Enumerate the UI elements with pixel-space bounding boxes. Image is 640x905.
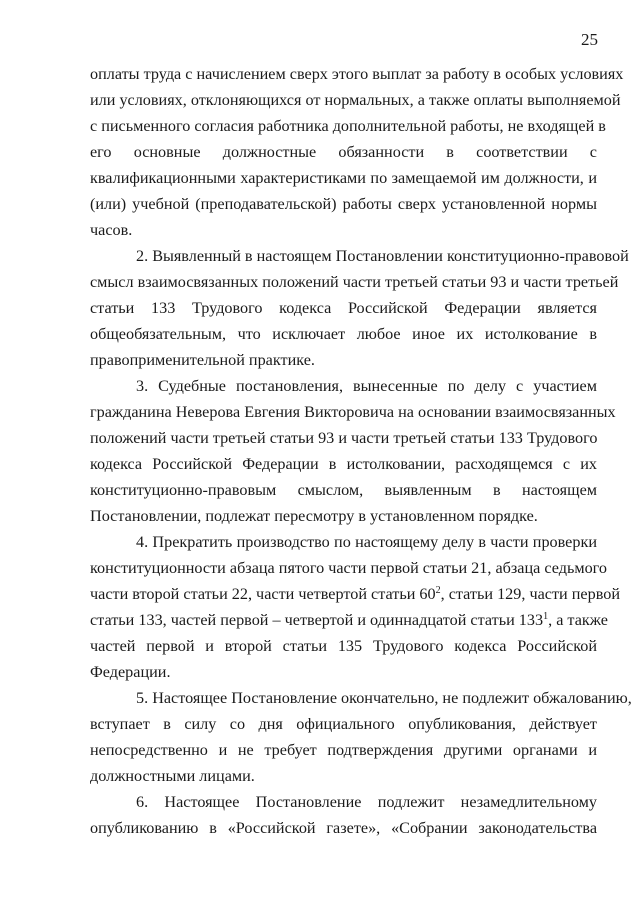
text-line: (или) учебной (преподавательской) работы сверх установленной нормы xyxy=(90,195,597,213)
text-line: вступает в силу со дня официального опубликования, действует xyxy=(90,715,597,733)
paragraph-6-line: 6. Настоящее Постановление подлежит незамедлительному xyxy=(136,793,597,811)
text-line: гражданина Неверова Евгения Викторовича на основании взаимосвязанных xyxy=(90,403,616,421)
text-line: опубликованию в «Российской газете», «Собрании законодательства xyxy=(90,819,597,837)
text-line: кодекса Российской Федерации в истолковании, расходящемся с их xyxy=(90,455,597,473)
superscript: 1 xyxy=(543,611,549,622)
text-line: положений части третьей статьи 93 и части третьей статьи 133 Трудового xyxy=(90,429,598,447)
text-line: Федерации. xyxy=(90,663,171,681)
text-line: с письменного согласия работника дополнительной работы, не входящей в xyxy=(90,117,606,135)
text-line: Постановлении, подлежат пересмотру в установленном порядке. xyxy=(90,507,538,525)
text-line: оплаты труда с начислением сверх этого выплат за работу в особых условиях xyxy=(90,65,624,83)
page-number: 25 xyxy=(581,30,598,49)
text-line: общеобязательным, что исключает любое иное их истолкование в xyxy=(90,325,597,343)
text-line: непосредственно и не требует подтверждения другими органами и xyxy=(90,741,597,759)
text-segment: , статьи 129, части первой xyxy=(440,585,620,603)
superscript: 2 xyxy=(435,585,441,596)
text-line: конституционности абзаца пятого части первой статьи 21, абзаца седьмого xyxy=(90,559,607,577)
text-line: или условиях, отклоняющихся от нормальных, а также оплаты выполняемой xyxy=(90,91,621,109)
text-line: конституционно-правовым смыслом, выявленным в настоящем xyxy=(90,481,597,499)
text-line: статьи 133 Трудового кодекса Российской Федерации является xyxy=(90,299,597,317)
paragraph-3-line: 3. Судебные постановления, вынесенные по делу с участием xyxy=(136,377,597,395)
text-line-with-superscript xyxy=(90,610,608,630)
paragraph-5-line: 5. Настоящее Постановление окончательно, не подлежит обжалованию, xyxy=(136,689,632,707)
text-line: квалификационными характеристиками по замещаемой им должности, и xyxy=(90,169,597,187)
text-line: часов. xyxy=(90,221,133,239)
text-segment: статьи 133, частей первой – четвертой и одиннадцатой статьи 133 xyxy=(90,611,544,629)
paragraph-2-line: 2. Выявленный в настоящем Постановлении конституционно-правовой xyxy=(136,247,629,265)
text-line: должностными лицами. xyxy=(90,767,255,785)
text-line-with-superscript xyxy=(90,584,620,604)
text-line: смысл взаимосвязанных положений части третьей статьи 93 и части третьей xyxy=(90,273,619,291)
text-line: правоприменительной практике. xyxy=(90,351,315,369)
text-line: его основные должностные обязанности в соответствии с xyxy=(90,143,597,161)
paragraph-4-line: 4. Прекратить производство по настоящему делу в части проверки xyxy=(136,533,597,551)
text-segment: части второй статьи 22, части четвертой статьи 60 xyxy=(90,585,436,603)
text-segment: , а также xyxy=(548,611,608,629)
text-line: частей первой и второй статьи 135 Трудового кодекса Российской xyxy=(90,637,597,655)
